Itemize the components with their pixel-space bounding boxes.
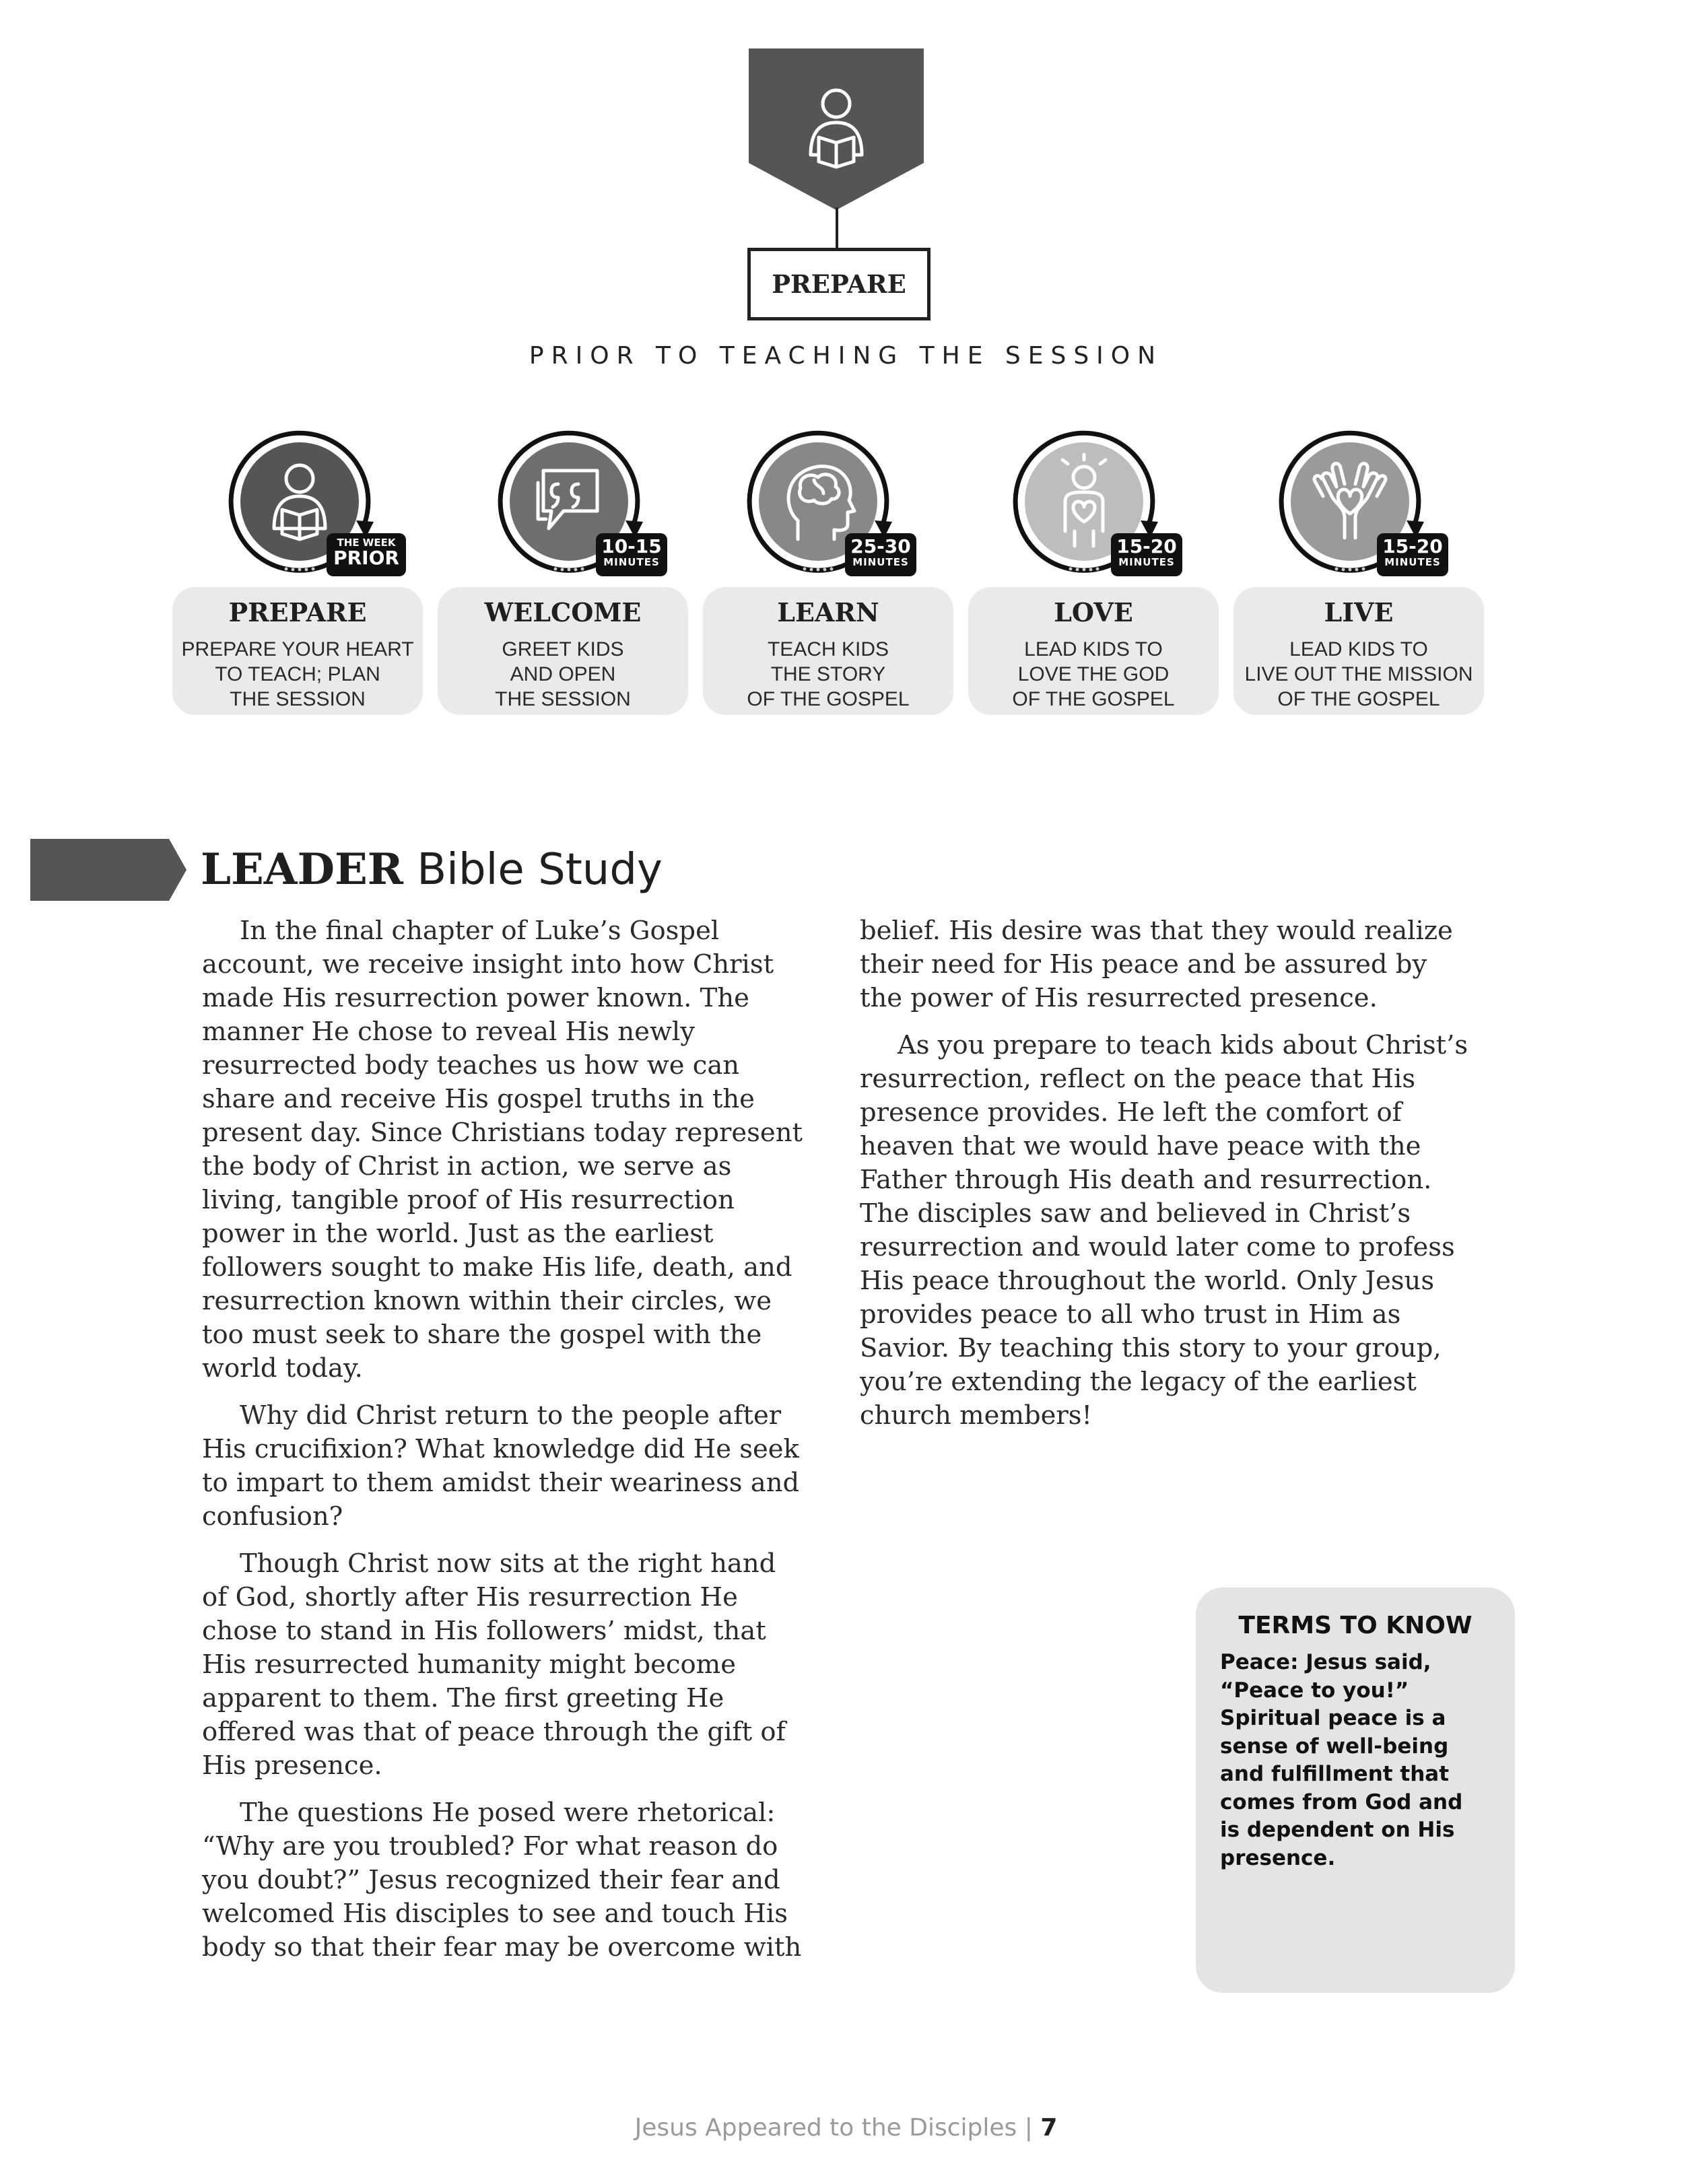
paragraph [202,1796,832,1965]
step-card-love [968,587,1219,715]
text-line: provides peace to all who trust in Him as [860,1299,1401,1330]
step-description [703,637,953,712]
paragraph [202,1547,832,1783]
text-line: of God, shortly after His resurrection He [202,1582,738,1612]
step-card-live [1233,587,1484,715]
terms-line: sense of well-being [1220,1734,1449,1759]
paragraph [860,1029,1499,1433]
text-line: chose to stand in His followers’ midst, that [202,1616,766,1646]
text-line: to impart to them amidst their weariness and [202,1468,800,1498]
text-line: In the final chapter of Luke’s Gospel [240,916,720,946]
step-description-line: LOVE THE GOD [1017,663,1170,685]
step-description-line: LEAD KIDS TO [1024,638,1163,660]
banner-connector [836,207,838,249]
right-column [860,914,1499,1446]
text-line: Savior. By teaching this story to your group, [860,1333,1442,1363]
text-line: living, tangible proof of His resurrection [202,1185,735,1215]
text-line: Why did Christ return to the people after [240,1400,782,1431]
badge-main-text: PRIOR [333,547,399,569]
text-line: The disciples saw and believed in Christ’s [860,1198,1411,1229]
text-line: The questions He posed were rhetorical: [240,1798,776,1828]
section-title [201,842,663,898]
text-line: resurrection, reflect on the peace that His [860,1064,1416,1094]
step-card-learn [703,587,953,715]
text-line: His crucifixion? What knowledge did He seek [202,1434,799,1464]
text-line: His presence. [202,1750,382,1781]
step-description-line: AND OPEN [510,663,616,685]
terms-line: “Peace to you!” [1220,1678,1409,1703]
step-card-prepare [172,587,423,715]
text-line: share and receive His gospel truths in the [202,1084,755,1114]
terms-to-know-box [1196,1588,1515,1993]
step-title: WELCOME [484,597,642,627]
time-badge-love [1111,533,1182,576]
text-line: His resurrected humanity might become [202,1649,736,1680]
text-line: church members! [860,1400,1093,1431]
terms-line: presence. [1220,1845,1336,1870]
text-line: the power of His resurrected presence. [860,983,1378,1013]
text-line: world today. [202,1353,363,1384]
step-description-line: THE SESSION [230,688,366,710]
step-title: LEARN [777,597,879,627]
badge-sub-text: MINUTES [852,556,909,568]
terms-line: comes from God and [1220,1789,1463,1814]
section-title-bold: LEADER [201,844,403,895]
text-line: account, we receive insight into how Christ [202,949,774,980]
text-line: you doubt?” Jesus recognized their fear and [202,1865,780,1895]
text-line: confusion? [202,1501,343,1532]
step-description [968,637,1219,712]
step-description [1233,637,1484,712]
step-description-line: TO TEACH; PLAN [215,663,380,685]
text-line: offered was that of peace through the gift of [202,1717,786,1747]
text-line: followers sought to make His life, death, and [202,1252,792,1283]
text-line: too must seek to share the gospel with the [202,1320,762,1350]
badge-main-text: 15-20 [1116,535,1177,557]
step-description-line: TEACH KIDS [767,638,889,660]
text-line: welcomed His disciples to see and touch His [202,1899,788,1929]
step-description-line: OF THE GOSPEL [1277,688,1440,710]
badge-top-text: THE WEEK [337,537,396,549]
step-title: LOVE [1054,597,1133,627]
text-line: Though Christ now sits at the right hand [240,1548,776,1579]
left-column [202,914,832,1978]
text-line: heaven that we would have peace with the [860,1131,1421,1161]
badge-main-text: 15-20 [1382,535,1443,557]
text-line: “Why are you troubled? For what reason do [202,1831,778,1862]
step-description-line: OF THE GOSPEL [1012,688,1175,710]
step-title: LIVE [1324,597,1394,627]
page-footer [0,2114,1692,2142]
terms-definition [1220,1649,1491,1872]
paragraph [202,914,832,1386]
page-number: 7 [1040,2114,1058,2142]
text-line: present day. Since Christians today represent [202,1118,803,1148]
text-line: resurrected body teaches us how we can [202,1050,740,1081]
terms-line: and fulfillment that [1220,1762,1450,1786]
badge-sub-text: MINUTES [1118,556,1175,568]
text-line: you’re extending the legacy of the earliest [860,1367,1417,1397]
section-title-light: Bible Study [417,845,663,895]
step-card-welcome [438,587,688,715]
time-badge-prepare [327,533,406,576]
badge-main-text: 10-15 [601,535,662,557]
step-description-line: GREET KIDS [502,638,624,660]
footer-title: Jesus Appeared to the Disciples | [634,2114,1033,2142]
text-line: body so that their fear may be overcome with [202,1932,802,1963]
text-line: As you prepare to teach kids about Christ’s [898,1030,1468,1060]
terms-title: TERMS TO KNOW [1238,1612,1473,1639]
text-line: resurrection and would later come to profess [860,1232,1455,1262]
step-title: PREPARE [228,597,367,627]
time-badge-live [1377,533,1448,576]
text-line: the body of Christ in action, we serve as [202,1151,732,1182]
step-description [172,637,423,712]
prepare-label-box: PREPARE [747,248,930,320]
paragraph [860,914,1499,1015]
section-arrow [30,839,187,901]
terms-line: Peace: Jesus said, [1220,1650,1431,1674]
time-badge-welcome [596,533,667,576]
text-line: apparent to them. The first greeting He [202,1683,724,1713]
prior-subtitle: PRIOR TO TEACHING THE SESSION [529,342,1163,370]
step-description-line: PREPARE YOUR HEART [181,638,414,660]
terms-line: Spiritual peace is a [1220,1706,1446,1730]
text-line: Father through His death and resurrection. [860,1165,1432,1195]
step-description-line: LIVE OUT THE MISSION [1244,663,1473,685]
text-line: their need for His peace and be assured by [860,949,1427,980]
time-badge-learn [845,533,916,576]
step-description-line: OF THE GOSPEL [747,688,910,710]
badge-main-text: 25-30 [850,535,911,557]
text-line: power in the world. Just as the earliest [202,1219,714,1249]
badge-sub-text: MINUTES [603,556,660,568]
paragraph [202,1399,832,1534]
terms-line: is dependent on His [1220,1818,1455,1842]
text-line: manner He chose to reveal His newly [202,1017,695,1047]
badge-sub-text: MINUTES [1384,556,1441,568]
text-line: belief. His desire was that they would realize [860,916,1453,946]
step-description-line: THE STORY [770,663,886,685]
step-description-line: LEAD KIDS TO [1289,638,1428,660]
prepare-banner [749,48,924,210]
text-line: presence provides. He left the comfort of [860,1097,1402,1128]
text-line: made His resurrection power known. The [202,983,749,1013]
text-line: resurrection known within their circles, we [202,1286,772,1316]
step-description [438,637,688,712]
text-line: His peace throughout the world. Only Jesus [860,1266,1435,1296]
step-description-line: THE SESSION [495,688,631,710]
